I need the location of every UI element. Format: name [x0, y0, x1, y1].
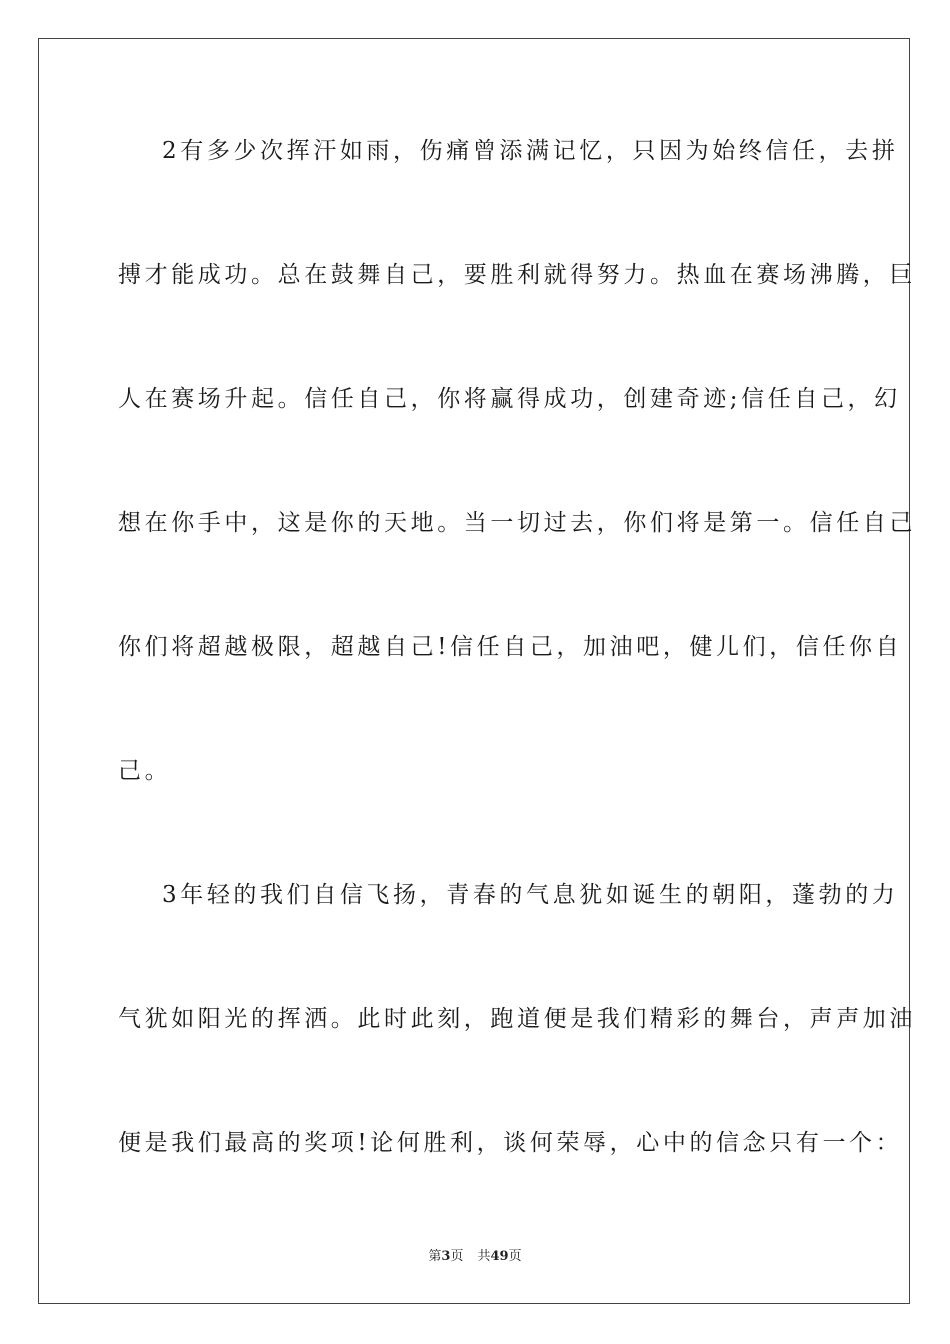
page-frame: [38, 38, 916, 1304]
page-prefix: 第: [428, 1249, 442, 1264]
paragraph-1-line-2: 搏才能成功。总在鼓舞自己，要胜利就得努力。热血在赛场沸腾，巨: [118, 262, 916, 288]
page-footer: [0, 1245, 950, 1264]
paragraph-2-line-3: 便是我们最高的奖项!论何胜利，谈何荣辱，心中的信念只有一个：: [118, 1130, 903, 1156]
paragraph-1-line-1: 2有多少次挥汗如雨，伤痛曾添满记忆，只因为始终信任，去拼: [162, 138, 899, 164]
paragraph-1-line-6: 己。: [118, 758, 172, 784]
paragraph-1-line-4: 想在你手中，这是你的天地。当一切过去，你们将是第一。信任自己: [118, 510, 916, 536]
paragraph-1-line-3: 人在赛场升起。信任自己，你将赢得成功，创建奇迹;信任自己，幻: [118, 386, 901, 412]
paragraph-1-line-5: 你们将超越极限，超越自己!信任自己，加油吧，健儿们，信任你自: [118, 634, 903, 660]
page-current: 3: [441, 1249, 451, 1264]
page-total: 49: [490, 1249, 509, 1264]
paragraph-2-line-2: 气犹如阳光的挥洒。此时此刻，跑道便是我们精彩的舞台，声声加油: [118, 1006, 916, 1032]
paragraph-2-line-1: 3年轻的我们自信飞扬，青春的气息犹如诞生的朝阳，蓬勃的力: [162, 882, 899, 908]
page-suffix: 页: [450, 1249, 464, 1264]
total-prefix: 共: [477, 1249, 491, 1264]
total-suffix: 页: [508, 1249, 522, 1264]
